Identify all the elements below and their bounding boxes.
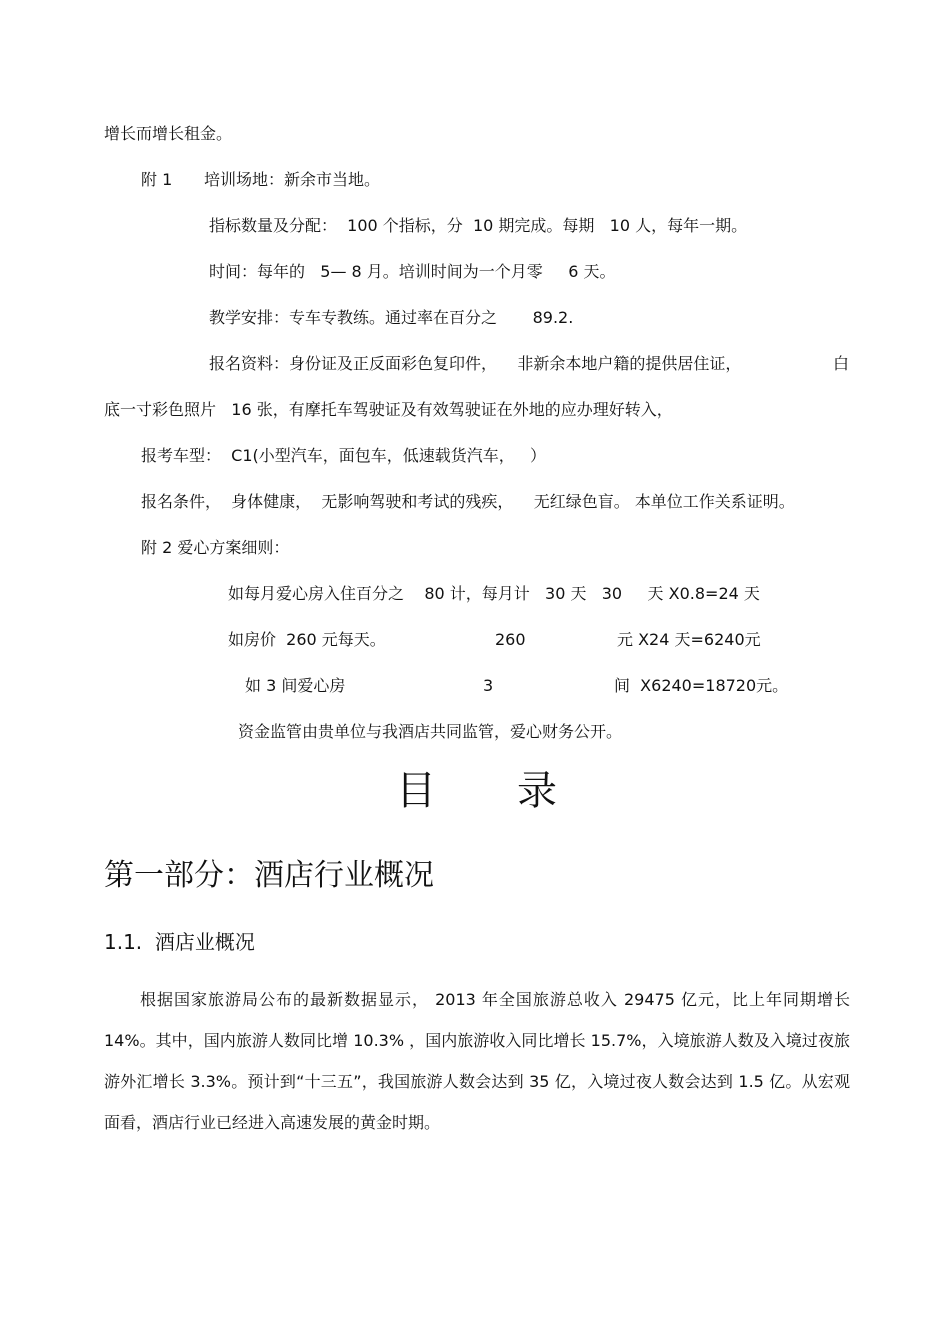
calc-line-1: 如每月爱心房入住百分之 80 计，每月计 30 天 30 天 X0.8=24 天 [228,584,760,603]
industry-overview-paragraph: 根据国家旅游局公布的最新数据显示， 2013 年全国旅游总收入 29475 亿元，比上年同期增长 14%。其中，国内旅游人数同比增 10.3% ，国内旅游收入同比增长 15.7%，入境旅游人数及入境过夜旅游外汇增长 3.3%。预计到“十三五”，我国旅游人数会达到 35 亿，入境过夜人数会达到 1.5 亿。从宏观面看，酒店行业已经进入高速发展的黄金时期。 [104,990,850,1132]
part-1-heading: 第一部分：酒店行业概况 [104,858,434,893]
registration-line-continued: 底一寸彩色照片 16 张，有摩托车驾驶证及有效驾驶证在外地的应办理好转入， [104,400,673,419]
toc-title-char-1: 目 [396,768,436,814]
toc-title-char-2: 录 [517,768,557,814]
conditions-line: 报名条件， 身体健康， 无影响驾驶和考试的残疾， 无红绿色盲。 本单位工作关系证明。 [141,492,795,511]
calc-line-2-result: 元 X24 天=6240元 [617,630,761,649]
text-line-rent: 增长而增长租金。 [104,124,233,143]
appendix-2-heading: 附 2 爱心方案细则： [141,538,290,557]
calc-line-3: 如 3 间爱心房 [245,676,346,695]
training-site: 培训场地：新余市当地。 [204,170,381,189]
teaching-line: 教学安排：专车专教练。通过率在百分之 89.2. [209,308,574,327]
section-1-1-heading: 1.1. 酒店业概况 [104,930,255,954]
registration-line-end: 白 [833,354,850,373]
time-line: 时间：每年的 5— 8 月。培训时间为一个月零 6 天。 [209,262,616,281]
calc-line-2: 如房价 260 元每天。 [228,630,386,649]
appendix-1-label: 附 1 [141,170,173,189]
fund-supervision-line: 资金监管由贵单位与我酒店共同监管，爱心财务公开。 [238,722,623,741]
quota-line: 指标数量及分配： 100 个指标，分 10 期完成。每期 10 人，每年一期。 [209,216,748,235]
registration-line: 报名资料：身份证及正反面彩色复印件， 非新余本地户籍的提供居住证， [209,354,742,373]
calc-line-2-value: 260 [495,630,526,649]
vehicle-type-line: 报考车型： C1(小型汽车，面包车，低速载货汽车， ） [141,446,547,465]
calc-line-3-value: 3 [483,676,494,695]
calc-line-3-result: 间 X6240=18720元。 [614,676,789,695]
